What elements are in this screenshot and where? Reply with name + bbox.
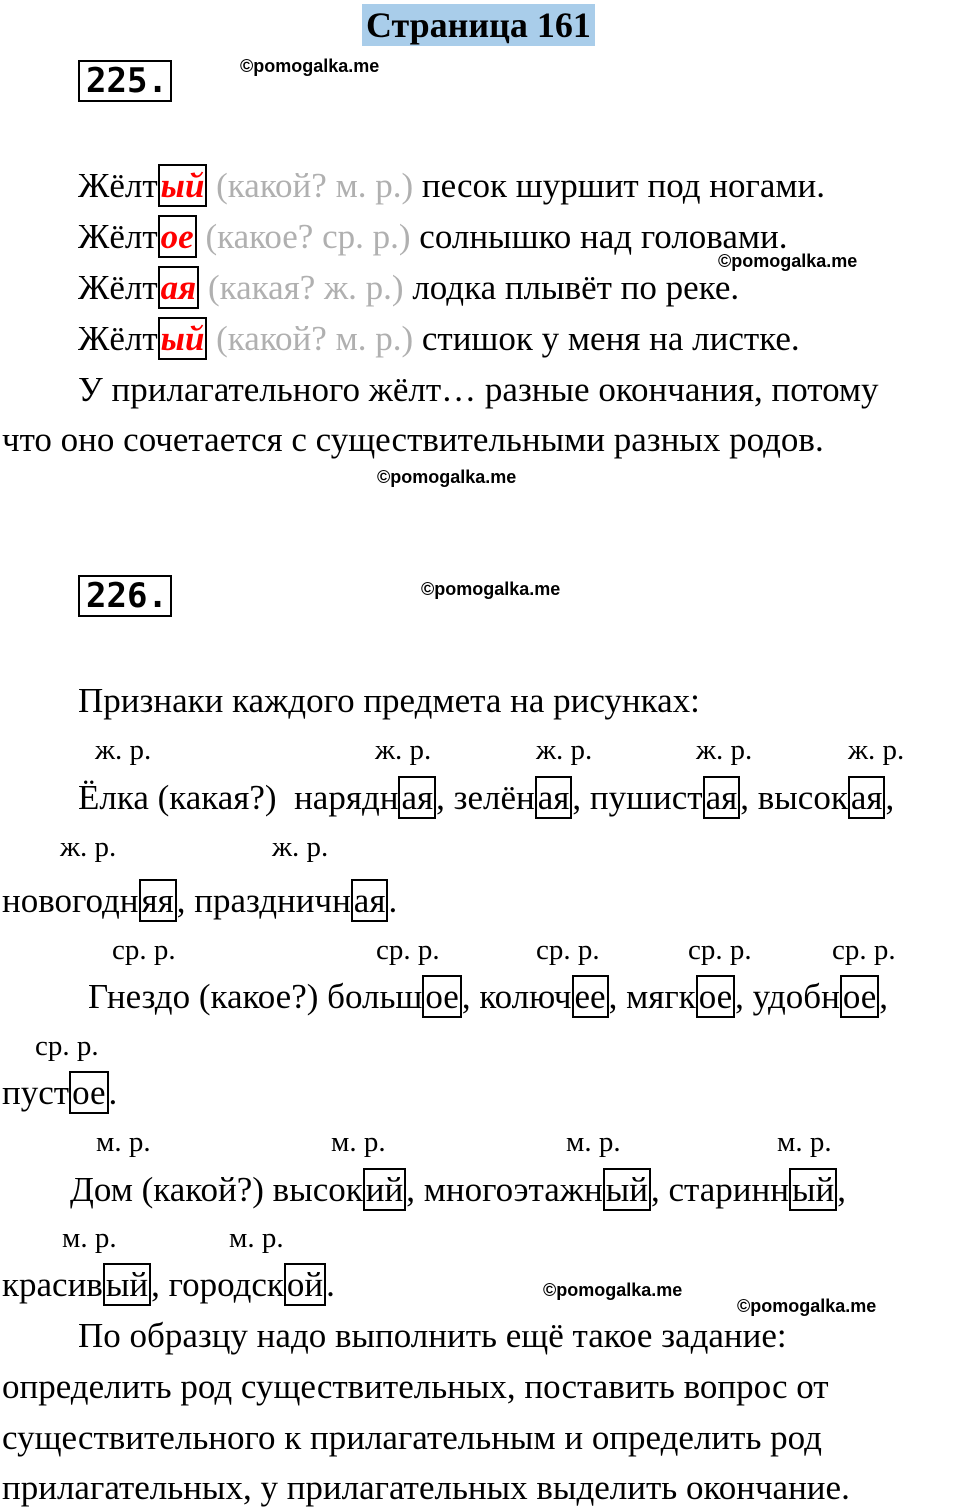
gender-label: ср. р. [112,934,176,966]
dom-line-1: Дом (какой?) высокий, многоэтажный, старинный, [70,1170,846,1209]
ex226-conclusion-line-2: определить род существительных, поставить вопрос от [2,1367,829,1406]
question-hint: (какая? ж. р.) [207,268,404,307]
gender-label: ср. р. [35,1030,99,1062]
ex225-conclusion-line-1: У прилагательного жёлт… разные окончания, потому [78,370,879,409]
ending-box: ая [351,879,389,922]
ending-box: ий [363,1168,406,1211]
gender-label: м. р. [777,1126,832,1158]
ending-box: ое [696,975,735,1018]
ending-box: ый [103,1263,151,1306]
gender-label: м. р. [62,1222,117,1254]
gender-label: ж. р. [375,734,432,766]
ex225-sentence-2: Жёлтое (какое? ср. р.) солнышко над головами. [78,217,788,256]
ending-highlight: ое [158,215,197,258]
ending-box: ой [284,1263,326,1306]
watermark: ©pomogalka.me [377,467,517,487]
watermark: ©pomogalka.me [718,251,858,271]
ending-box: ый [603,1168,651,1211]
gender-label: м. р. [566,1126,621,1158]
ex225-conclusion-line-2: что оно сочетается с существительными разных родов. [2,420,824,459]
gender-label: ж. р. [95,734,152,766]
ex226-intro: Признаки каждого предмета на рисунках: [78,681,700,720]
ending-box: ая [848,776,886,819]
ending-box: ая [703,776,741,819]
ending-box: ое [69,1071,108,1114]
ex226-conclusion-line-4: прилагательных, у прилагательных выделить окончание. [2,1468,850,1507]
question-hint: (какое? ср. р.) [205,217,411,256]
gender-label: м. р. [331,1126,386,1158]
ending-box: ое [422,975,461,1018]
ending-box: ая [535,776,573,819]
yolka-line-2: новогодняя, праздничная. [2,881,398,920]
ex225-sentence-1: Жёлтый (какой? м. р.) песок шуршит под ногами. [78,166,826,205]
ending-box: ый [789,1168,837,1211]
gender-label: ср. р. [536,934,600,966]
gender-label: ср. р. [376,934,440,966]
question-hint: (какой? м. р.) [216,166,414,205]
gender-label: ж. р. [536,734,593,766]
gender-label: м. р. [229,1222,284,1254]
watermark: ©pomogalka.me [421,579,561,599]
ending-highlight: ая [158,266,200,309]
gender-label: ж. р. [696,734,753,766]
ex225-sentence-3: Жёлтая (какая? ж. р.) лодка плывёт по реке. [78,268,740,307]
gender-label: ср. р. [688,934,752,966]
gnezdo-line-1: Гнездо (какое?) большое, колючее, мягкое, удобное, [88,977,889,1016]
yolka-line-1: Ёлка (какая?) нарядная, зелёная, пушистая, высокая, [78,778,895,817]
exercise-226-number: 226. [78,575,172,617]
question-hint: (какой? м. р.) [216,319,414,358]
ending-highlight: ый [158,317,208,360]
gender-label: ж. р. [848,734,905,766]
ending-box: ое [840,975,879,1018]
gender-label: ж. р. [272,831,329,863]
ending-highlight: ый [158,164,208,207]
ending-box: ая [398,776,436,819]
watermark: ©pomogalka.me [737,1296,877,1316]
gender-label: м. р. [96,1126,151,1158]
watermark: ©pomogalka.me [240,56,380,76]
page-title: Страница 161 [362,4,595,46]
watermark: ©pomogalka.me [543,1280,683,1300]
gender-label: ж. р. [60,831,117,863]
ending-box: яя [139,879,177,922]
ex226-conclusion-line-3: существительного к прилагательным и определить род [2,1418,822,1457]
ex226-conclusion-line-1: По образцу надо выполнить ещё такое задание: [78,1316,787,1355]
ending-box: ее [572,975,609,1018]
gnezdo-line-2: пустое. [2,1073,118,1112]
ex225-sentence-4: Жёлтый (какой? м. р.) стишок у меня на листке. [78,319,800,358]
exercise-225-number: 225. [78,60,172,102]
dom-line-2: красивый, городской. [2,1265,335,1304]
gender-label: ср. р. [832,934,896,966]
